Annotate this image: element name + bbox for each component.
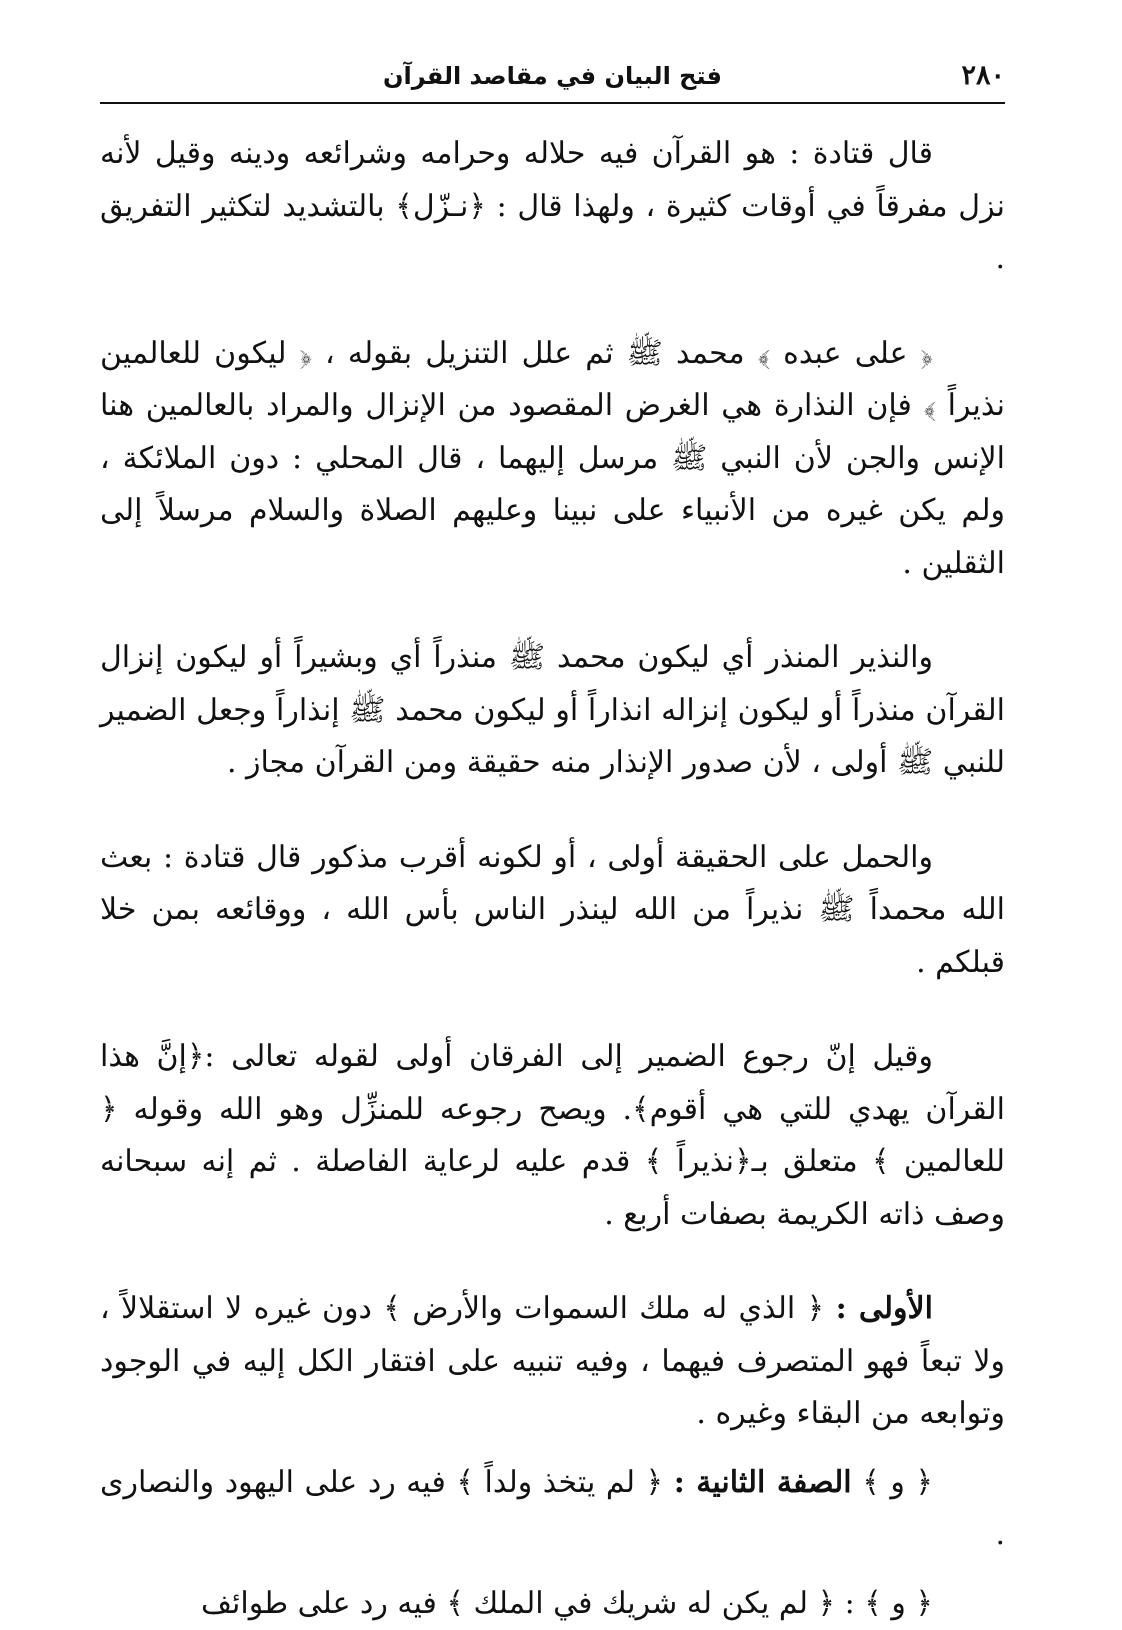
paragraph-third-attribute: ﴿ و ﴾ : ﴿ لم يكن له شريك في الملك ﴾ فيه رد على طوائف xyxy=(100,1578,1005,1630)
second-attribute-prefix: ﴿ و ﴾ xyxy=(852,1465,933,1500)
first-attribute-text: ﴿ الذي له ملك السموات والأرض ﴾ دون غيره لا استقلالاً ، ولا تبعاً فهو المتصرف فيهما ، وفيه تنبيه على افتقار الكل إليه في الوجود وتوابعه من البقاء وغيره . xyxy=(100,1291,1005,1431)
paragraph-haqiqa: والحمل على الحقيقة أولى ، أو لكونه أقرب مذكور قال قتادة : بعث الله محمداً ﷺ نذيراً من الله لينذر الناس بأس الله ، ووقائعه بمن خلا قبلكم . xyxy=(100,832,1005,990)
first-attribute-label: الأولى : xyxy=(836,1291,933,1326)
page-number: ٢٨٠ xyxy=(961,60,1005,91)
paragraph-second-attribute xyxy=(100,1457,1005,1562)
paragraph-first-attribute xyxy=(100,1283,1005,1441)
running-header xyxy=(100,58,1005,104)
paragraph-furqan: وقيل إنّ رجوع الضمير إلى الفرقان أولى لقوله تعالى :﴿إنَّ هذا القرآن يهدي للتي هي أقوم﴾. ويصح رجوعه للمنزِّل وهو الله وقوله ﴿ للعالمين ﴾ متعلق بـ﴿نذيراً ﴾ قدم عليه لرعاية الفاصلة . ثم إنه سبحانه وصف ذاته الكريمة بصفات أربع . xyxy=(100,1031,1005,1241)
paragraph-qatada: قال قتادة : هو القرآن فيه حلاله وحرامه وشرائعه ودينه وقيل لأنه نزل مفرقاً في أوقات كثيرة ، ولهذا قال : ﴿نـزّل﴾ بالتشديد لتكثير التفريق . xyxy=(100,128,1005,286)
body-text xyxy=(100,128,1005,1630)
second-attribute-text: ﴿ لم يتخذ ولداً ﴾ فيه رد على اليهود والنصارى . xyxy=(100,1465,1005,1553)
paragraph-ala-abdihi: ﴿ على عبده ﴾ محمد ﷺ ثم علل التنزيل بقوله ، ﴿ ليكون للعالمين نذيراً ﴾ فإن النذارة هي الغرض المقصود من الإنزال والمراد بالعالمين هنا الإنس والجن لأن النبي ﷺ مرسل إليهما ، قال المحلي : دون الملائكة ، ولم يكن غيره من الأنبياء على نبينا وعليهم الصلاة والسلام مرسلاً إلى الثقلين . xyxy=(100,328,1005,591)
paragraph-nadhir: والنذير المنذر أي ليكون محمد ﷺ منذراً أي وبشيراً أو ليكون إنزال القرآن منذراً أو ليكون إنزاله انذاراً أو ليكون محمد ﷺ إنذاراً وجعل الضمير للنبي ﷺ أولى ، لأن صدور الإنذار منه حقيقة ومن القرآن مجاز . xyxy=(100,632,1005,790)
book-title: فتح البيان في مقاصد القرآن xyxy=(100,62,1005,90)
second-attribute-label: الصفة الثانية : xyxy=(674,1465,852,1500)
